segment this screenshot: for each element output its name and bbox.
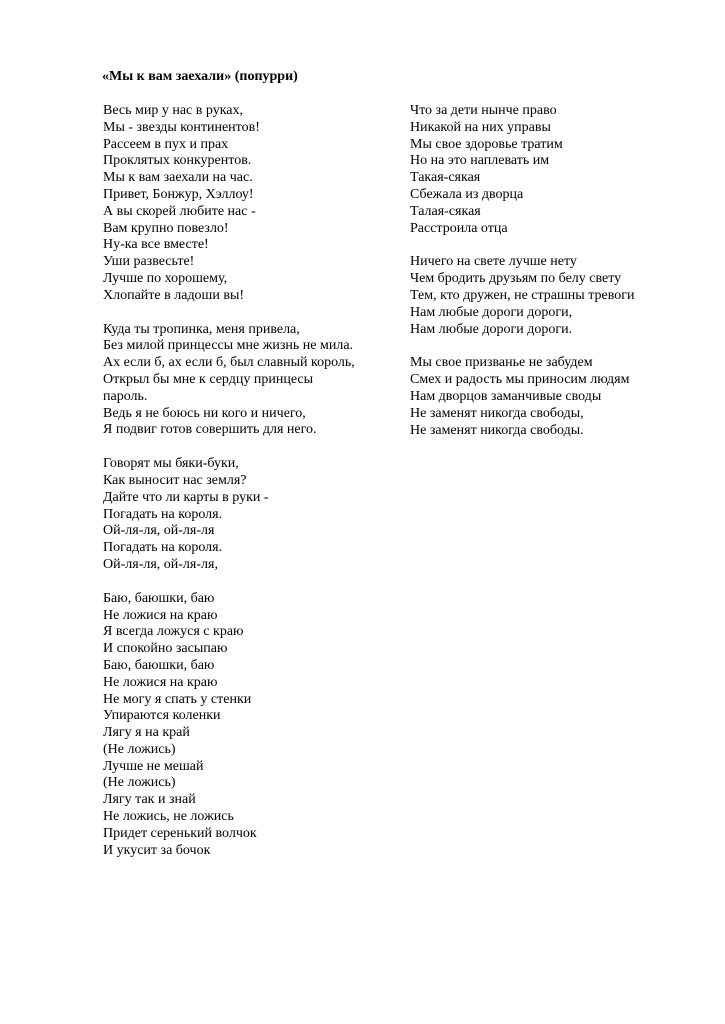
verse-line: Смех и радость мы приносим людям — [410, 372, 630, 388]
verse-line: Погадать на короля. — [103, 506, 223, 522]
verse-line: Но на это наплевать им — [410, 153, 550, 169]
verse-line: Тем, кто дружен, не страшны тревоги — [410, 287, 635, 303]
verse-line: Ах если б, ах если б, был славный король, — [103, 355, 355, 371]
verse-line: Куда ты тропинка, меня привела, — [103, 321, 300, 337]
verse-line: Мы - звезды континентов! — [103, 119, 260, 135]
verse-line: Не заменят никогда свободы. — [410, 422, 584, 438]
verse-line: Нам любые дороги дороги, — [410, 304, 573, 320]
verse-line: А вы скорей любите нас - — [103, 203, 256, 219]
left-column — [103, 103, 403, 876]
verse-line: Привет, Бонжур, Хэллоу! — [103, 186, 254, 202]
verse-line: Рассеем в пух и прах — [103, 136, 229, 152]
verse-line: Ой-ля-ля, ой-ля-ля, — [103, 556, 218, 572]
verse-line: Ведь я не боюсь ни кого и ничего, — [103, 405, 306, 421]
verse-line: Нам любые дороги дороги. — [410, 321, 573, 337]
verse-line: Не могу я спать у стенки — [103, 691, 252, 707]
verse-line: Я всегда ложуся с краю — [103, 624, 244, 640]
verse-line: Мы свое здоровье тратим — [410, 136, 563, 152]
verse-line: Что за дети нынче право — [410, 103, 557, 118]
document-title: «Мы к вам заехали» (попурри) — [102, 69, 298, 84]
verse-line: Открыл бы мне к сердцу принцесы — [103, 371, 313, 387]
verse-line: Расстроила отца — [410, 220, 508, 236]
verse-line: Мы свое призванье не забудем — [410, 355, 593, 371]
verse-line: Хлопайте в ладоши вы! — [103, 287, 245, 303]
stanza — [103, 591, 403, 860]
verse-line: Проклятых конкурентов. — [103, 153, 252, 169]
verse-line: Лягу так и знай — [103, 792, 196, 808]
verse-line: пароль. — [103, 388, 148, 404]
verse-line: Дайте что ли карты в руки - — [103, 489, 269, 505]
verse-line: Придет серенький волчок — [103, 825, 257, 841]
verse-line: Талая-сякая — [410, 203, 481, 219]
verse-line: Ну-ка все вместе! — [103, 237, 209, 253]
verse-line: Весь мир у нас в руках, — [103, 103, 243, 118]
verse-line: Вам крупно повезло! — [103, 220, 229, 236]
verse-line: Лягу я на край — [103, 725, 190, 741]
verse-line: Упираются коленки — [103, 708, 221, 724]
verse-line: Мы к вам заехали на час. — [103, 170, 253, 186]
verse-line: И укусит за бочок — [103, 842, 211, 858]
verse-line: Нам дворцов заманчивые своды — [410, 388, 602, 404]
verse-line: Не ложись, не ложись — [103, 809, 234, 825]
stanza — [103, 456, 403, 574]
stanza — [410, 355, 710, 439]
verse-line: Баю, баюшки, баю — [103, 657, 215, 673]
verse-line: И спокойно засыпаю — [103, 641, 228, 657]
verse-line: Ничего на свете лучше нету — [410, 254, 577, 270]
verse-line: Без милой принцессы мне жизнь не мила. — [103, 338, 354, 354]
verse-line: (Не ложись) — [103, 741, 176, 757]
verse-line: Ой-ля-ля, ой-ля-ля — [103, 523, 215, 539]
verse-line: Никакой на них управы — [410, 119, 551, 135]
verse-line: Лучше не мешай — [103, 758, 204, 774]
verse-line: Чем бродить друзьям по белу свету — [410, 271, 622, 287]
verse-line: Погадать на короля. — [103, 540, 223, 556]
stanza — [410, 103, 710, 237]
verse-line: Баю, баюшки, баю — [103, 590, 215, 606]
verse-line: Сбежала из дворца — [410, 186, 524, 202]
verse-line: Уши развесьте! — [103, 254, 195, 270]
right-column — [410, 103, 710, 456]
verse-line: (Не ложись) — [103, 775, 176, 791]
verse-line: Лучше по хорошему, — [103, 270, 228, 286]
verse-line: Я подвиг готов совершить для него. — [103, 422, 317, 438]
stanza — [103, 322, 403, 440]
verse-line: Такая-сякая — [410, 170, 481, 186]
verse-line: Не ложися на краю — [103, 607, 218, 623]
verse-line: Не заменят никогда свободы, — [410, 405, 584, 421]
verse-line: Говорят мы бяки-буки, — [103, 456, 239, 472]
stanza — [103, 103, 403, 305]
verse-line: Не ложися на краю — [103, 674, 218, 690]
stanza — [410, 254, 710, 338]
verse-line: Как выносит нас земля? — [103, 472, 247, 488]
